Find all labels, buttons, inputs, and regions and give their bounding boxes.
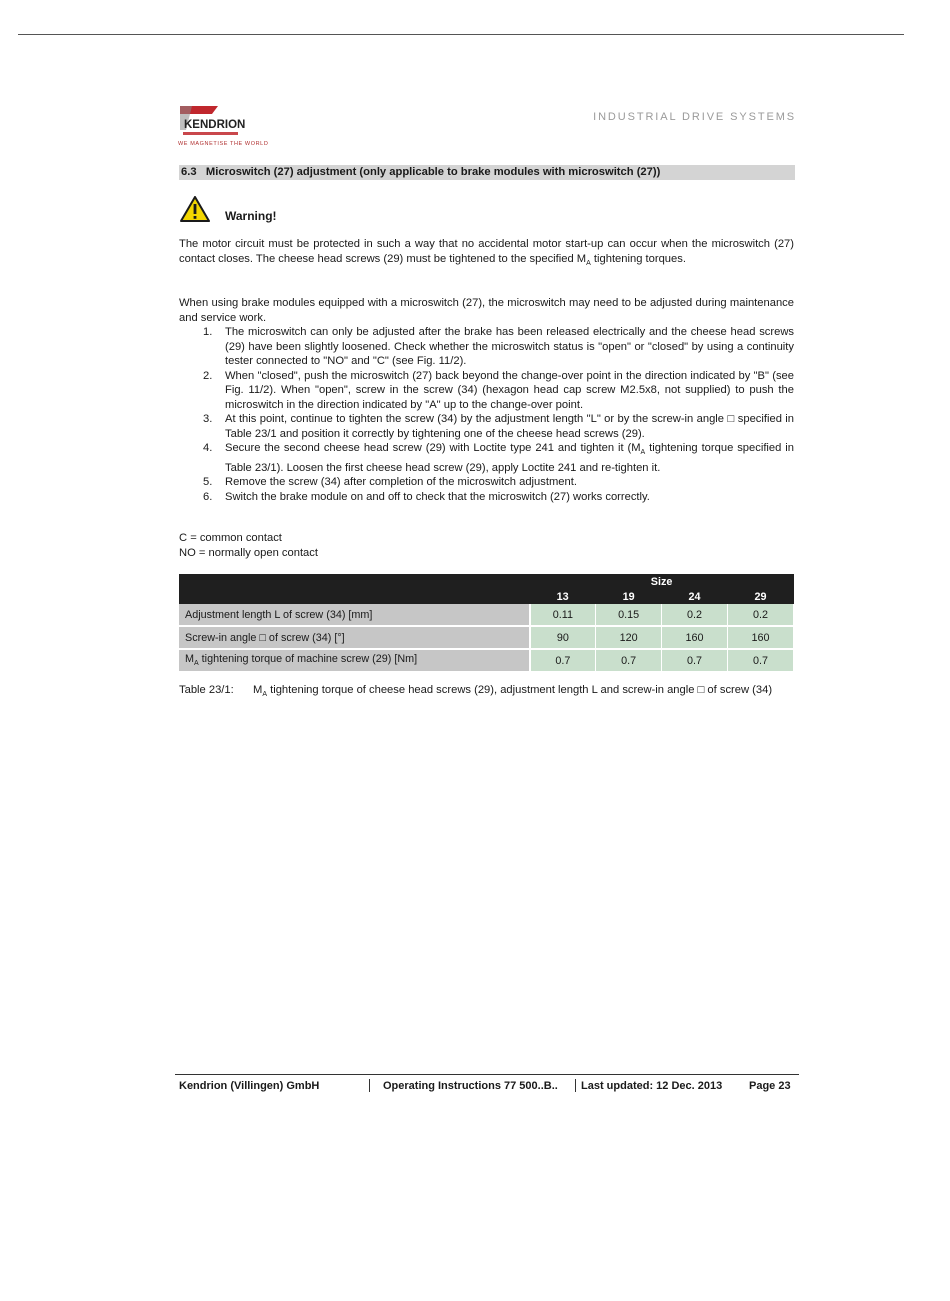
table-header-size-13: 13 <box>530 589 596 604</box>
caption-text: $M_A$ tightening torque of cheese head screws (29), adjustment length L and screw-in angle □ of screw (34) <box>253 684 773 699</box>
intro-paragraph: When using brake modules equipped with a microswitch (27), the microswitch may need to be adjusted during maintenance and service work. <box>179 297 794 324</box>
footer-rule <box>175 1074 799 1075</box>
footer-divider <box>575 1079 576 1092</box>
table-header-size: Size <box>530 574 794 589</box>
table-header-blank <box>179 574 530 589</box>
logo-tagline: WE MAGNETISE THE WORLD <box>178 141 269 147</box>
division-name: INDUSTRIAL DRIVE SYSTEMS <box>593 111 796 123</box>
row-label: $M_A$ tightening torque of machine screw (29) [Nm] <box>179 649 530 672</box>
caption-tag: Table 23/1: <box>179 684 234 696</box>
table-cell: 0.2 <box>728 604 794 626</box>
list-item: 3. At this point, continue to tighten the screw (34) by the adjustment length "L" or by the screw-in angle □ specified in Table 23/1 and position it correctly by tightening one of the cheese head screws (29). <box>203 413 794 440</box>
row-label: Screw-in angle □ of screw (34) [°] <box>179 626 530 649</box>
legend-normally-open: NO = normally open contact <box>179 546 318 559</box>
contact-legend <box>179 531 318 560</box>
table-cell: 90 <box>530 626 596 649</box>
table-cell: 0.2 <box>662 604 728 626</box>
table-header-size-19: 19 <box>596 589 662 604</box>
table-cell: 160 <box>728 626 794 649</box>
footer-page: Page 23 <box>749 1080 791 1092</box>
table-header-blank <box>179 589 530 604</box>
footer-company: Kendrion (Villingen) GmbH <box>179 1080 320 1092</box>
kendrion-logo <box>178 104 278 152</box>
table-header-size-29: 29 <box>728 589 794 604</box>
table-cell: 0.7 <box>728 649 794 672</box>
table-cell: 0.15 <box>596 604 662 626</box>
table-row <box>179 649 794 672</box>
footer-updated: Last updated: 12 Dec. 2013 <box>581 1080 723 1092</box>
table-cell: 0.11 <box>530 604 596 626</box>
row-label: Adjustment length L of screw (34) [mm] <box>179 604 530 626</box>
warning-text: The motor circuit must be protected in such a way that no accidental motor start-up can occur when the microswitch (27) contact closes. The cheese head screws (29) must be tightened to the specified $M_A$ tightening torques. <box>179 238 794 267</box>
warning-triangle-icon <box>180 196 210 222</box>
table-row <box>179 604 794 626</box>
list-item: 1. The microswitch can only be adjusted after the brake has been released electrically and the cheese head screws (29) have been slightly loosened. Check whether the microswitch status is "open" or "closed" by using a continuity tester connected to "NO" and "C" (see Fig. 11/2). <box>203 326 794 367</box>
section-title: Microswitch (27) adjustment (only applicable to brake modules with microswitch (27)) <box>205 166 661 178</box>
top-rule <box>18 34 904 35</box>
table-cell: 160 <box>662 626 728 649</box>
section-number: 6.3 <box>181 166 197 178</box>
table-cell: 0.7 <box>596 649 662 672</box>
footer-divider <box>369 1079 370 1092</box>
table-cell: 0.7 <box>530 649 596 672</box>
list-item: 4. Secure the second cheese head screw (29) with Loctite type 241 and tighten it ($M_A$ tightening torque specified in Table 23/1). Loosen the first cheese head screw (29), apply Loctite 241 and re-tighten it. <box>203 442 794 474</box>
table-header-size-24: 24 <box>662 589 728 604</box>
legend-common-contact: C = common contact <box>179 532 282 544</box>
adjustment-table <box>179 574 794 673</box>
list-item: 2. When "closed", push the microswitch (27) back beyond the change-over point in the direction indicated by "B" (see Fig. 11/2). When "open", screw in the screw (34) (hexagon head cap screw M2.5x8, not supplied) to push the microswitch in the direction indicated by "A" up to the change-over point. <box>203 369 794 411</box>
list-item: 5. Remove the screw (34) after completion of the microswitch adjustment. <box>203 476 577 489</box>
logo-wordmark: KENDRION <box>184 119 246 131</box>
footer-document: Operating Instructions 77 500..B.. <box>383 1080 558 1092</box>
table-cell: 0.7 <box>662 649 728 672</box>
table-caption <box>179 683 794 703</box>
adjustment-steps <box>179 325 794 504</box>
section-heading <box>179 165 795 180</box>
table-cell: 120 <box>596 626 662 649</box>
table-row <box>179 626 794 649</box>
list-item: 6. Switch the brake module on and off to check that the microswitch (27) works correctly. <box>203 490 650 503</box>
warning-label: Warning! <box>225 209 277 223</box>
